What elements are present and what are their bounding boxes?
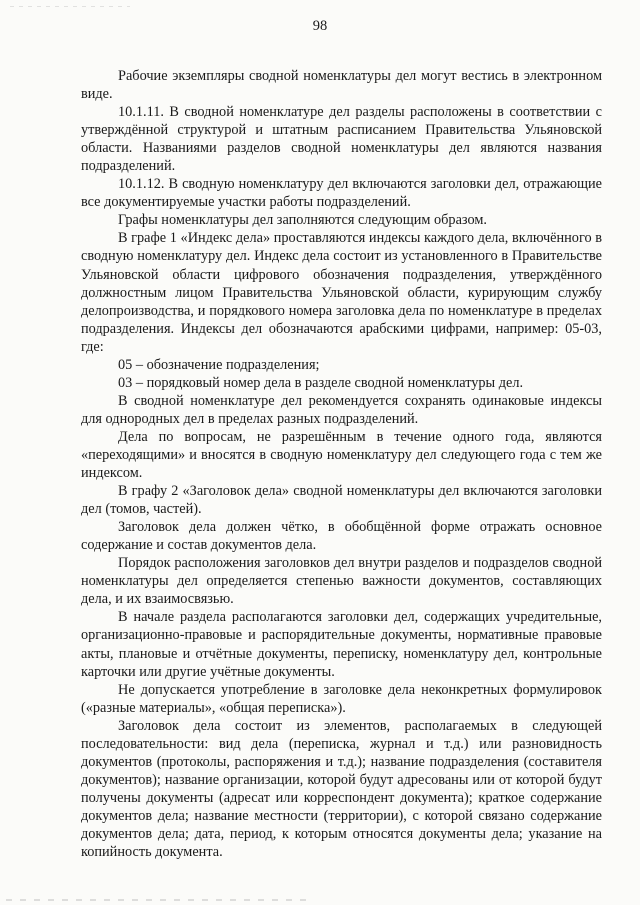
paragraph: Заголовок дела должен чётко, в обобщённой форме отражать основное содержание и состав документов дела. [81, 519, 602, 554]
paragraph: В графе 1 «Индекс дела» проставляются индексы каждого дела, включённого в сводную номенклатуру дел. Индекс дела состоит из установленного в Правительстве Ульяновской области цифрового обозначения подразделения, утверждённого должностным лицом Правительства Ульяновской области, курирующим службу делопроизводства, и порядкового номера заголовка дела по номенклатуре в пределах подразделения. Индексы дел обозначаются арабскими цифрами, например: 05-03, где: [81, 230, 602, 355]
document-body [81, 67, 602, 861]
scan-artifact-top [10, 6, 130, 7]
paragraph: Заголовок дела состоит из элементов, располагаемых в следующей последовательности: вид дела (переписка, журнал и т.д.) или разновидность документов (протоколы, распоряжения и т.д.); название подразделения (составителя документов); название организации, которой будут адресованы или от которой будут получены документы (адресат или корреспондент документа); краткое содержание документов дела; название местности (территории), с которой связано содержание документов дела; дата, период, к которым относятся документы дела; указание на копийность документа. [81, 717, 602, 861]
paragraph: Дела по вопросам, не разрешённым в течение одного года, являются «переходящими» и вносятся в сводную номенклатуру дел следующего года с тем же индексом. [81, 428, 602, 482]
paragraph: Не допускается употребление в заголовке дела неконкретных формулировок («разные материалы», «общая переписка»). [81, 681, 602, 716]
paragraph: В графу 2 «Заголовок дела» сводной номенклатуры дел включаются заголовки дел (томов, частей). [81, 483, 602, 518]
paragraph: 05 – обозначение подразделения; [118, 356, 320, 373]
paragraph: Порядок расположения заголовков дел внутри разделов и подразделов сводной номенклатуры дел определяется степенью важности документов, составляющих дела, и их взаимосвязью. [81, 555, 602, 608]
paragraph: Графы номенклатуры дел заполняются следующим образом. [118, 212, 487, 229]
paragraph: 03 – порядковый номер дела в разделе сводной номенклатуры дел. [118, 374, 524, 391]
paragraph: В начале раздела располагаются заголовки дел, содержащих учредительные, организационно-правовые и распорядительные документы, нормативные правовые акты, плановые и отчётные документы, переписку, номенклатуру дел, контрольные карточки или другие учётные документы. [81, 609, 602, 680]
scan-artifact-bottom [6, 899, 306, 901]
paragraph: 10.1.11. В сводной номенклатуре дел разделы расположены в соответствии с утверждённой структурой и штатным расписанием Правительства Ульяновской области. Названиями разделов сводной номенклатуры дел являются названия подразделений. [81, 104, 602, 175]
paragraph: В сводной номенклатуре дел рекомендуется сохранять одинаковые индексы для однородных дел в пределах разных подразделений. [81, 392, 602, 427]
paragraph: 10.1.12. В сводную номенклатуру дел включаются заголовки дел, отражающие все документируемые участки работы подразделений. [81, 176, 602, 211]
paragraph: Рабочие экземпляры сводной номенклатуры дел могут вестись в электронном виде. [81, 68, 602, 103]
page-number: 98 [312, 18, 328, 34]
